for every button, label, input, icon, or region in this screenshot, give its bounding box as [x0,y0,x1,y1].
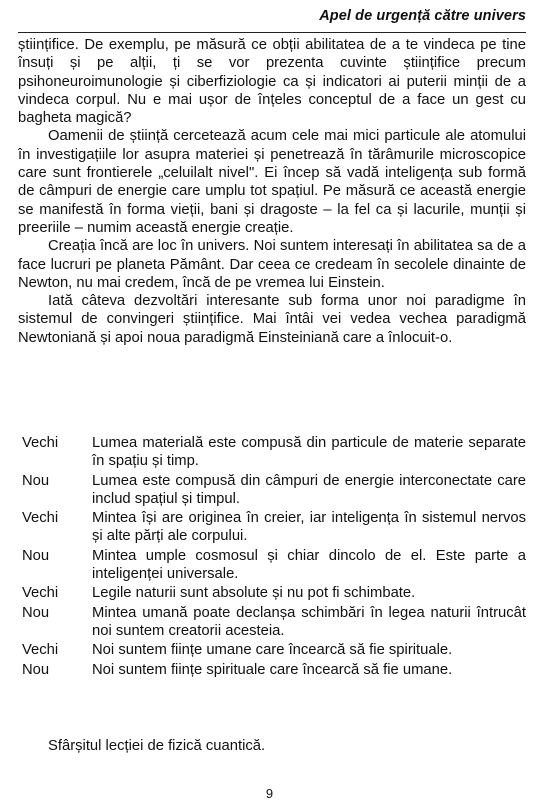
paragraph: Oamenii de știință cercetează acum cele mai mici particule ale atomului în investigațiile lor asupra materiei și penetrează în tărâmurile microscopice care sunt frontierele „celuilalt nivel". Ei încep să vadă inteligența sub formă de câmpuri de energie care umplu tot spațiul. Pe măsură ce această energie se manifestă în forma vieții, bani și dragoste – la fel ca și lacurile, munții și preeriile – numim această energie creație. [18,128,526,236]
comparison-label: Vechi [22,510,59,527]
comparison-label: Nou [22,472,50,489]
closing-line: Sfârșitul lecției de fizică cuantică. [48,738,266,754]
comparison-label: Nou [22,604,50,621]
comparison-row [18,584,526,602]
comparison-text: Lumea materială este compusă din particule de materie separate în spațiu și timp. [92,435,526,470]
page-number: 9 [265,786,274,801]
comparison-row [18,641,526,659]
comparison-text: Noi suntem ființe spirituale care încearcă să fie umane. [92,661,453,678]
comparison-text: Legile naturii sunt absolute și nu pot fi schimbate. [92,585,416,602]
comparison-text: Mintea umple cosmosul și chiar dincolo de el. Este parte a inteligenței universale. [92,547,526,583]
comparison-label: Vechi [22,642,59,659]
comparison-text: Lumea este compusă din câmpuri de energie interconectate care includ spațiul și timpul. [92,472,526,507]
paradigm-comparison-list [18,434,526,680]
comparison-label: Vechi [22,435,59,451]
comparison-row [18,547,526,584]
comparison-text: Mintea își are originea în creier, iar inteligența în sistemul nervos și alte părți ale corpului. [92,510,526,545]
comparison-label: Nou [22,661,50,678]
comparison-row [18,434,526,471]
comparison-text: Mintea umană poate declanșa schimbări în legea naturii întrucât noi suntem creatorii acesteia. [92,604,526,639]
running-title: Apel de urgență către univers [319,8,526,24]
comparison-label: Vechi [22,585,59,602]
body-text [18,36,526,347]
comparison-text: Noi suntem ființe umane care încearcă să fie spirituale. [92,642,453,659]
paragraph: științifice. De exemplu, pe măsură ce obții abilitatea de a te vindeca pe tine însuți și pe alții, ți se vor prezenta cuvinte științifice precum psihoneuroimunologie și ciberfiziologie ca și indicatori ai puterii minții de a vindeca corpul. Nu e mai ușor de înțeles conceptul de a face un gest cu bagheta magică? [18,37,526,127]
comparison-row [18,661,526,679]
comparison-label: Nou [22,547,50,564]
comparison-row [18,604,526,641]
comparison-row [18,509,526,546]
comparison-row [18,472,526,509]
running-header [18,6,526,33]
paragraph: Creația încă are loc în univers. Noi suntem interesați în abilitatea sa de a face lucruri pe planeta Pământ. Dar ceea ce credeam în secolele dinainte de Newton, nu mai credem, încă de pe vremea lui Einstein. [18,238,526,291]
paragraph: Iată câteva dezvoltări interesante sub forma unor noi paradigme în sistemul de convingeri științifice. Mai întâi vei vedea vechea paradigmă Newtoniană și apoi noua paradigmă Einsteiniană care a înlocuit-o. [18,293,526,346]
